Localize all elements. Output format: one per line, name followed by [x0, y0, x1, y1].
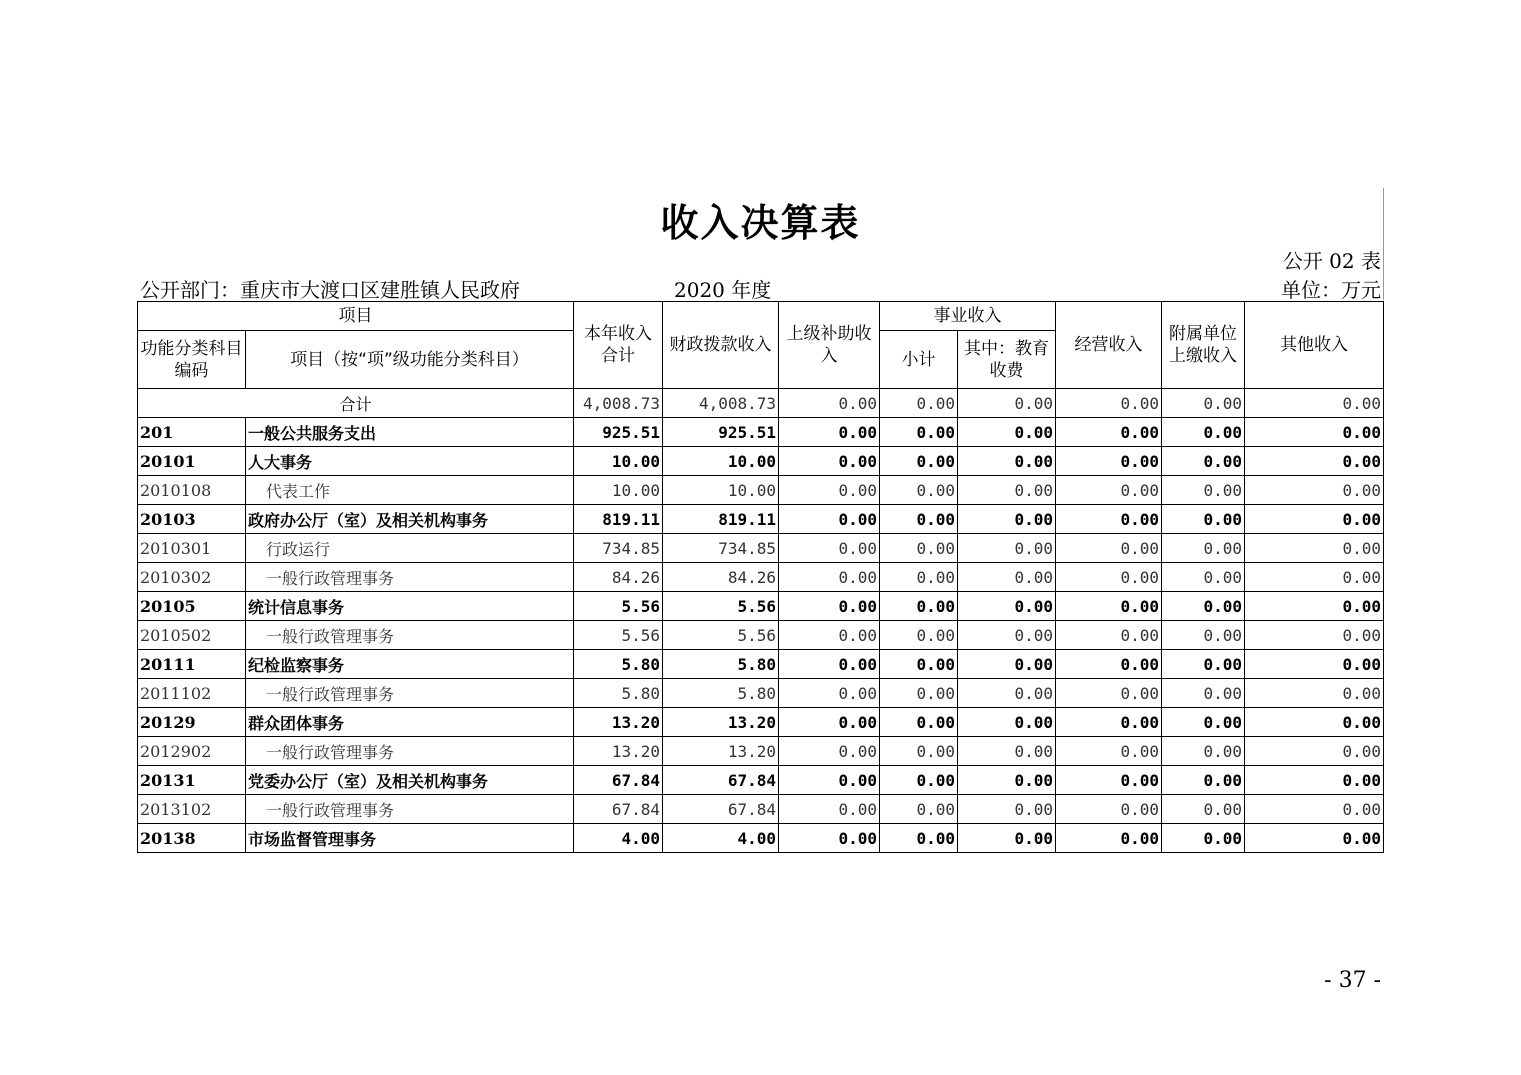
row-value: 0.00 — [880, 679, 958, 708]
row-value: 0.00 — [958, 679, 1056, 708]
fiscal-year: 2020 年度 — [674, 278, 772, 302]
row-value: 0.00 — [1245, 534, 1384, 563]
row-value: 0.00 — [880, 447, 958, 476]
row-value: 0.00 — [779, 621, 880, 650]
total-value: 4,008.73 — [574, 389, 663, 418]
row-value: 0.00 — [1162, 708, 1245, 737]
row-value: 0.00 — [1245, 592, 1384, 621]
header-project: 项目 — [138, 302, 574, 331]
total-value: 0.00 — [1056, 389, 1162, 418]
table-row — [138, 650, 1384, 679]
header-affiliated: 附属单位上缴收入 — [1162, 302, 1245, 389]
row-value: 0.00 — [779, 737, 880, 766]
row-value: 84.26 — [663, 563, 779, 592]
row-value: 0.00 — [1056, 418, 1162, 447]
header-superior: 上级补助收入 — [779, 302, 880, 389]
row-value: 0.00 — [1056, 795, 1162, 824]
row-value: 0.00 — [1162, 766, 1245, 795]
row-value: 0.00 — [779, 679, 880, 708]
row-code: 20111 — [138, 650, 246, 679]
row-name: 人大事务 — [246, 447, 574, 476]
row-value: 5.56 — [663, 621, 779, 650]
row-value: 0.00 — [1056, 447, 1162, 476]
header-operating: 经营收入 — [1056, 302, 1162, 389]
row-value: 10.00 — [663, 447, 779, 476]
row-name: 统计信息事务 — [246, 592, 574, 621]
row-code: 2013102 — [138, 795, 246, 824]
row-value: 0.00 — [779, 563, 880, 592]
row-value: 734.85 — [574, 534, 663, 563]
table-row — [138, 476, 1384, 505]
row-value: 13.20 — [574, 737, 663, 766]
row-value: 0.00 — [958, 418, 1056, 447]
row-value: 0.00 — [958, 534, 1056, 563]
row-value: 0.00 — [1056, 476, 1162, 505]
row-code: 20131 — [138, 766, 246, 795]
row-value: 5.80 — [574, 650, 663, 679]
row-value: 0.00 — [958, 708, 1056, 737]
row-value: 0.00 — [1162, 824, 1245, 853]
row-name: 代表工作 — [246, 476, 574, 505]
row-code: 2010302 — [138, 563, 246, 592]
row-value: 0.00 — [958, 737, 1056, 766]
row-value: 734.85 — [663, 534, 779, 563]
row-value: 0.00 — [880, 592, 958, 621]
row-value: 0.00 — [958, 650, 1056, 679]
row-value: 0.00 — [880, 708, 958, 737]
header-fiscal: 财政拨款收入 — [663, 302, 779, 389]
total-value: 0.00 — [779, 389, 880, 418]
total-row — [138, 389, 1384, 418]
row-value: 925.51 — [574, 418, 663, 447]
header-code: 功能分类科目编码 — [138, 331, 246, 389]
row-value: 0.00 — [958, 505, 1056, 534]
row-name: 市场监督管理事务 — [246, 824, 574, 853]
row-code: 20103 — [138, 505, 246, 534]
row-value: 0.00 — [1245, 418, 1384, 447]
row-value: 0.00 — [1056, 766, 1162, 795]
row-value: 84.26 — [574, 563, 663, 592]
total-value: 0.00 — [1162, 389, 1245, 418]
row-value: 5.80 — [663, 679, 779, 708]
table-row — [138, 621, 1384, 650]
row-value: 0.00 — [1162, 679, 1245, 708]
row-value: 10.00 — [574, 476, 663, 505]
row-name: 政府办公厅（室）及相关机构事务 — [246, 505, 574, 534]
row-value: 0.00 — [779, 795, 880, 824]
header-subtotal: 小计 — [880, 331, 958, 389]
row-value: 0.00 — [1245, 679, 1384, 708]
total-label: 合计 — [138, 389, 574, 418]
income-table — [137, 301, 1384, 853]
row-code: 20105 — [138, 592, 246, 621]
row-value: 0.00 — [779, 447, 880, 476]
row-value: 0.00 — [1162, 563, 1245, 592]
row-value: 0.00 — [880, 418, 958, 447]
row-value: 67.84 — [663, 795, 779, 824]
row-value: 0.00 — [1245, 563, 1384, 592]
row-name: 一般行政管理事务 — [246, 737, 574, 766]
row-value: 0.00 — [1056, 534, 1162, 563]
row-value: 0.00 — [1056, 650, 1162, 679]
row-value: 0.00 — [1245, 621, 1384, 650]
table-row — [138, 679, 1384, 708]
total-value: 0.00 — [880, 389, 958, 418]
total-value: 4,008.73 — [663, 389, 779, 418]
row-name: 一般公共服务支出 — [246, 418, 574, 447]
row-value: 0.00 — [1245, 447, 1384, 476]
row-value: 0.00 — [1162, 795, 1245, 824]
row-value: 0.00 — [779, 534, 880, 563]
row-value: 0.00 — [1056, 824, 1162, 853]
row-code: 20101 — [138, 447, 246, 476]
row-value: 13.20 — [574, 708, 663, 737]
row-value: 0.00 — [958, 795, 1056, 824]
row-value: 4.00 — [663, 824, 779, 853]
row-value: 5.56 — [574, 621, 663, 650]
row-value: 0.00 — [880, 824, 958, 853]
table-row — [138, 592, 1384, 621]
header-total: 本年收入合计 — [574, 302, 663, 389]
form-number: 公开 02 表 — [1282, 249, 1381, 273]
row-code: 2011102 — [138, 679, 246, 708]
row-value: 0.00 — [1245, 708, 1384, 737]
row-value: 925.51 — [663, 418, 779, 447]
row-value: 0.00 — [880, 621, 958, 650]
row-value: 10.00 — [574, 447, 663, 476]
unit-label: 单位：万元 — [1281, 278, 1381, 302]
row-code: 2010502 — [138, 621, 246, 650]
table-row — [138, 563, 1384, 592]
row-value: 0.00 — [1162, 418, 1245, 447]
row-value: 0.00 — [1162, 621, 1245, 650]
row-value: 4.00 — [574, 824, 663, 853]
row-value: 67.84 — [574, 795, 663, 824]
row-value: 0.00 — [1162, 534, 1245, 563]
row-name: 纪检监察事务 — [246, 650, 574, 679]
row-value: 0.00 — [880, 737, 958, 766]
page-number: - 37 - — [1324, 968, 1381, 993]
row-value: 0.00 — [1162, 737, 1245, 766]
row-value: 5.56 — [663, 592, 779, 621]
row-value: 0.00 — [1162, 650, 1245, 679]
row-name: 群众团体事务 — [246, 708, 574, 737]
row-code: 201 — [138, 418, 246, 447]
row-value: 0.00 — [1162, 505, 1245, 534]
row-value: 0.00 — [779, 708, 880, 737]
row-name: 一般行政管理事务 — [246, 679, 574, 708]
table-row — [138, 708, 1384, 737]
total-value: 0.00 — [1245, 389, 1384, 418]
row-value: 0.00 — [880, 795, 958, 824]
row-value: 0.00 — [958, 447, 1056, 476]
row-name: 行政运行 — [246, 534, 574, 563]
row-value: 0.00 — [1245, 505, 1384, 534]
row-value: 10.00 — [663, 476, 779, 505]
row-code: 2012902 — [138, 737, 246, 766]
row-code: 20138 — [138, 824, 246, 853]
header-business: 事业收入 — [880, 302, 1056, 331]
row-value: 0.00 — [779, 418, 880, 447]
row-value: 0.00 — [880, 505, 958, 534]
row-value: 0.00 — [1245, 650, 1384, 679]
row-value: 0.00 — [880, 534, 958, 563]
row-value: 0.00 — [880, 650, 958, 679]
table-row — [138, 447, 1384, 476]
total-value: 0.00 — [958, 389, 1056, 418]
row-value: 0.00 — [958, 592, 1056, 621]
page-title: 收入决算表 — [660, 201, 861, 245]
row-value: 0.00 — [958, 476, 1056, 505]
row-value: 0.00 — [1245, 476, 1384, 505]
row-name: 党委办公厅（室）及相关机构事务 — [246, 766, 574, 795]
row-code: 20129 — [138, 708, 246, 737]
row-value: 0.00 — [1056, 621, 1162, 650]
row-value: 0.00 — [958, 824, 1056, 853]
row-value: 0.00 — [1245, 766, 1384, 795]
table-row — [138, 505, 1384, 534]
row-value: 0.00 — [880, 766, 958, 795]
row-value: 0.00 — [1056, 679, 1162, 708]
table-body — [138, 389, 1384, 853]
header-name: 项目（按“项”级功能分类科目） — [246, 331, 574, 389]
row-value: 0.00 — [1056, 592, 1162, 621]
row-value: 67.84 — [663, 766, 779, 795]
row-value: 0.00 — [1245, 737, 1384, 766]
row-value: 0.00 — [779, 766, 880, 795]
row-value: 5.56 — [574, 592, 663, 621]
row-value: 5.80 — [574, 679, 663, 708]
row-value: 0.00 — [1162, 476, 1245, 505]
header-education: 其中：教育收费 — [958, 331, 1056, 389]
row-name: 一般行政管理事务 — [246, 563, 574, 592]
row-value: 0.00 — [1162, 592, 1245, 621]
row-value: 819.11 — [574, 505, 663, 534]
row-name: 一般行政管理事务 — [246, 621, 574, 650]
row-value: 0.00 — [1162, 447, 1245, 476]
row-name: 一般行政管理事务 — [246, 795, 574, 824]
department-label: 公开部门：重庆市大渡口区建胜镇人民政府 — [140, 278, 520, 302]
table-row — [138, 418, 1384, 447]
row-value: 0.00 — [1056, 708, 1162, 737]
table-row — [138, 824, 1384, 853]
header-other: 其他收入 — [1245, 302, 1384, 389]
row-value: 0.00 — [779, 824, 880, 853]
row-value: 0.00 — [1245, 795, 1384, 824]
row-value: 0.00 — [958, 766, 1056, 795]
row-value: 0.00 — [779, 476, 880, 505]
table-row — [138, 737, 1384, 766]
row-value: 13.20 — [663, 708, 779, 737]
row-value: 0.00 — [1056, 505, 1162, 534]
table-row — [138, 795, 1384, 824]
row-value: 0.00 — [1245, 824, 1384, 853]
row-value: 0.00 — [779, 650, 880, 679]
row-value: 0.00 — [779, 505, 880, 534]
row-value: 0.00 — [880, 476, 958, 505]
row-value: 0.00 — [958, 563, 1056, 592]
row-code: 2010108 — [138, 476, 246, 505]
table-row — [138, 534, 1384, 563]
row-value: 5.80 — [663, 650, 779, 679]
row-value: 13.20 — [663, 737, 779, 766]
row-value: 819.11 — [663, 505, 779, 534]
row-value: 67.84 — [574, 766, 663, 795]
row-value: 0.00 — [958, 621, 1056, 650]
row-value: 0.00 — [880, 563, 958, 592]
row-value: 0.00 — [1056, 737, 1162, 766]
row-value: 0.00 — [1056, 563, 1162, 592]
row-code: 2010301 — [138, 534, 246, 563]
table-row — [138, 766, 1384, 795]
row-value: 0.00 — [779, 592, 880, 621]
